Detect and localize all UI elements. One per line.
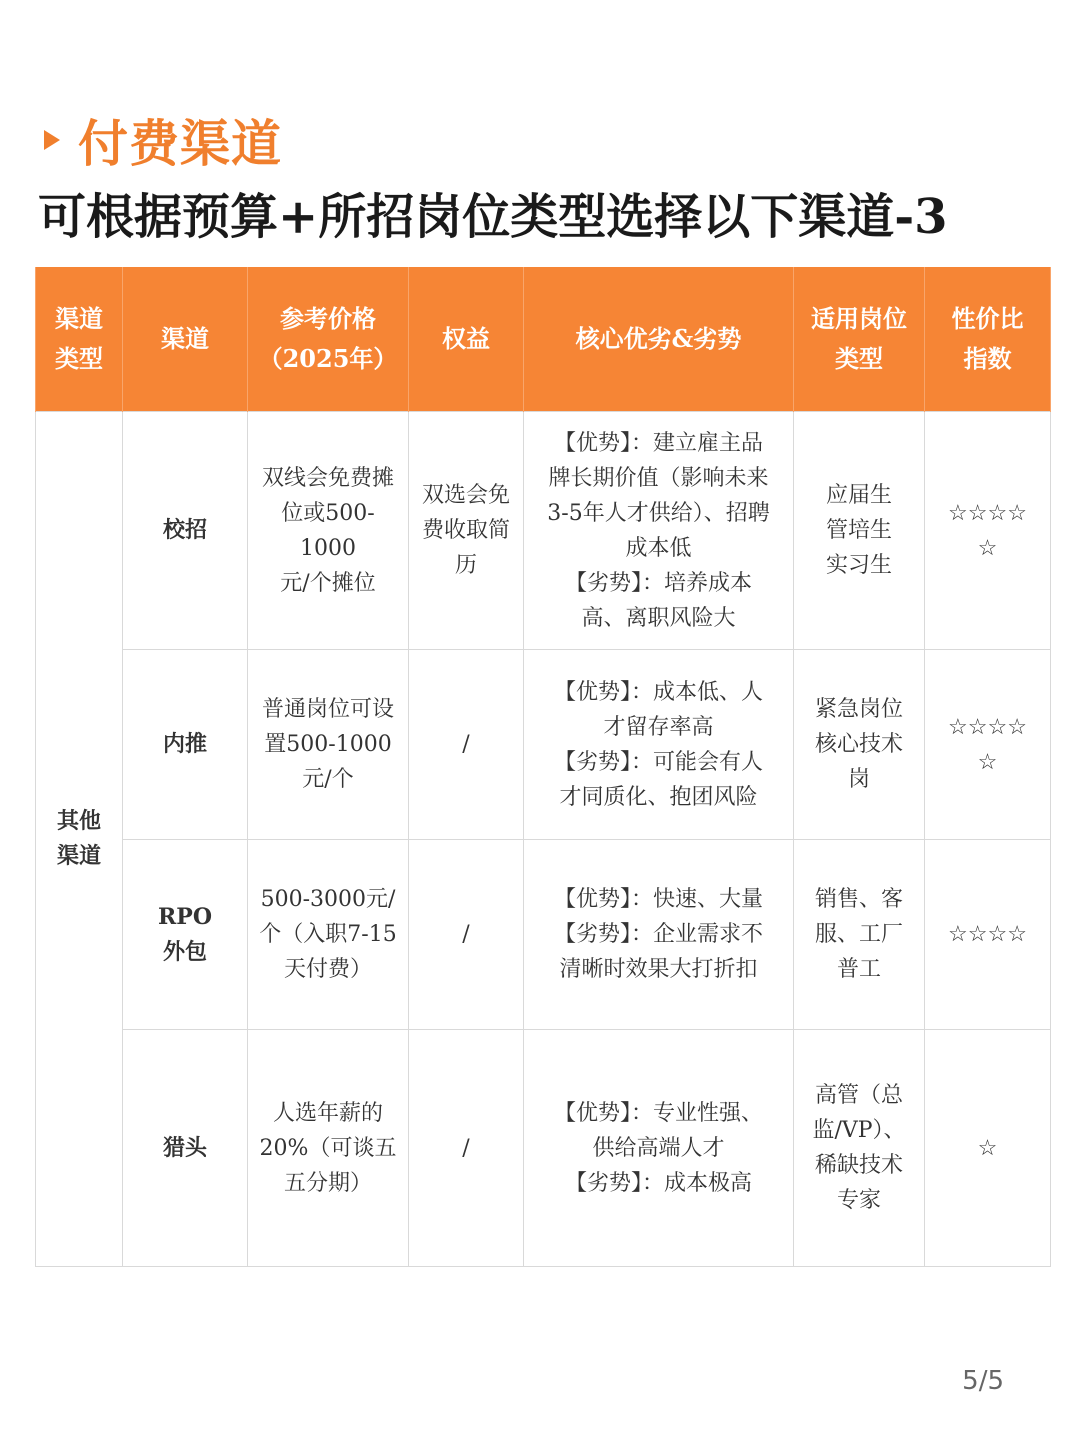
- cell-line: 供给高端人才: [592, 1135, 725, 1161]
- cell-line: 五分期）: [283, 1170, 372, 1196]
- cell-line: 牌长期价值（影响未来: [548, 465, 769, 491]
- table-header-row: [36, 267, 1051, 412]
- header-channel-type: [36, 267, 123, 412]
- rights-cell: [409, 650, 524, 840]
- cell-line: 核心技术: [814, 732, 903, 757]
- table-row: [36, 412, 1051, 650]
- cell-line: 个（入职7-15: [259, 922, 397, 947]
- cell-line: 校招: [162, 517, 207, 543]
- pros-cons-cell: [524, 1030, 794, 1267]
- pros-cons-cell: [524, 650, 794, 840]
- cell-line: 指数: [963, 344, 1012, 373]
- rights-cell: [409, 412, 524, 650]
- pros-cons-cell: [524, 840, 794, 1030]
- cell-line: 【优势】：专业性强、: [553, 1100, 763, 1126]
- channel-type-cell: [36, 412, 123, 1267]
- cell-line: 猎头: [162, 1134, 207, 1161]
- cell-line: 【劣势】：培养成本: [564, 570, 752, 596]
- cell-line: 专家: [836, 1188, 881, 1213]
- cell-line: 3-5年人才供给）、招聘: [547, 500, 770, 526]
- cell-line: 渠道: [56, 843, 101, 869]
- triangle-icon: [44, 130, 60, 150]
- table-row: [36, 1030, 1051, 1267]
- cell-line: 紧急岗位: [814, 697, 903, 722]
- cell-line: 成本低: [625, 535, 692, 561]
- cell-line: 监/VP）、: [812, 1118, 906, 1143]
- cell-line: 双线会免费摊: [261, 465, 394, 491]
- cell-line: 适用岗位: [811, 304, 907, 333]
- cell-line: 稀缺技术: [814, 1153, 903, 1178]
- header-positions: [794, 267, 925, 412]
- cell-line: ☆: [977, 535, 998, 561]
- cell-line: 管培生: [825, 518, 892, 543]
- section-heading: [44, 104, 282, 176]
- rating-cell: [925, 840, 1051, 1030]
- cell-line: （2025年）: [258, 344, 398, 373]
- section-title: 付费渠道: [78, 114, 282, 173]
- cell-line: 其他: [56, 808, 101, 834]
- cell-line: ☆☆☆☆: [948, 922, 1027, 947]
- price-cell: [248, 650, 409, 840]
- cell-line: 应届生: [825, 483, 892, 508]
- cell-line: 双选会免: [421, 483, 510, 508]
- cell-line: 普工: [836, 957, 881, 982]
- header-price: [248, 267, 409, 412]
- cell-line: /: [462, 922, 470, 947]
- page-subtitle: 可根据预算+所招岗位类型选择以下渠道-3: [38, 189, 948, 245]
- table-row: [36, 650, 1051, 840]
- header-channel: [123, 267, 248, 412]
- cell-line: 【劣势】：企业需求不: [553, 922, 763, 947]
- rating-cell: [925, 650, 1051, 840]
- cell-line: ☆☆☆☆: [948, 500, 1027, 526]
- rights-cell: [409, 1030, 524, 1267]
- cell-line: 位或500-1000: [281, 500, 375, 561]
- channel-name-cell: [123, 650, 248, 840]
- cell-line: 岗: [847, 767, 870, 792]
- cell-line: /: [462, 1135, 470, 1161]
- cell-line: /: [462, 732, 470, 757]
- cell-line: 参考价格: [280, 304, 376, 333]
- cell-line: 清晰时效果大打折扣: [559, 957, 758, 982]
- cell-line: 20%（可谈五: [259, 1135, 397, 1161]
- cell-line: 天付费）: [283, 957, 372, 982]
- cell-line: 性价比: [951, 304, 1024, 333]
- cell-line: 才同质化、抱团风险: [559, 784, 758, 810]
- cell-line: 服、工厂: [814, 922, 903, 947]
- cell-line: 【优势】：成本低、人: [553, 679, 763, 705]
- rating-cell: [925, 412, 1051, 650]
- page-number: 5/5: [962, 1366, 1004, 1396]
- positions-cell: [794, 650, 925, 840]
- cell-line: 500-3000元/: [260, 887, 396, 912]
- cell-line: ☆☆☆☆: [948, 714, 1027, 740]
- cell-line: RPO: [158, 903, 212, 930]
- cell-line: 人选年薪的: [272, 1100, 383, 1126]
- price-cell: [248, 840, 409, 1030]
- cell-line: 【优势】：快速、大量: [553, 887, 763, 912]
- cell-line: 内推: [162, 731, 207, 757]
- positions-cell: [794, 412, 925, 650]
- channel-name-cell: [123, 1030, 248, 1267]
- cell-line: 普通岗位可设: [261, 697, 394, 722]
- table-row: [36, 840, 1051, 1030]
- rights-cell: [409, 840, 524, 1030]
- cell-line: 核心优劣&劣势: [575, 324, 742, 353]
- cell-line: 【劣势】：可能会有人: [553, 749, 763, 775]
- cell-line: 元/个摊位: [280, 570, 376, 596]
- header-rights: [409, 267, 524, 412]
- channels-table: [35, 267, 1051, 1267]
- positions-cell: [794, 840, 925, 1030]
- cell-line: 销售、客: [814, 887, 903, 912]
- cell-line: 历: [454, 553, 477, 578]
- header-rating: [925, 267, 1051, 412]
- cell-line: 权益: [442, 324, 490, 353]
- cell-line: ☆: [977, 749, 998, 775]
- channel-name-cell: [123, 840, 248, 1030]
- cell-line: 高、离职风险大: [581, 605, 736, 631]
- rating-cell: [925, 1030, 1051, 1267]
- cell-line: 外包: [162, 938, 207, 965]
- pros-cons-cell: [524, 412, 794, 650]
- price-cell: [248, 1030, 409, 1267]
- positions-cell: [794, 1030, 925, 1267]
- cell-line: 置500-1000: [264, 732, 392, 757]
- cell-line: 费收取简: [421, 518, 510, 543]
- cell-line: 类型: [55, 344, 103, 373]
- cell-line: 才留存率高: [603, 714, 714, 740]
- cell-line: 【优势】：建立雇主品: [553, 430, 763, 456]
- header-pros-cons: [524, 267, 794, 412]
- cell-line: ☆: [977, 1135, 998, 1161]
- cell-line: 【劣势】：成本极高: [564, 1170, 752, 1196]
- cell-line: 实习生: [825, 553, 892, 578]
- price-cell: [248, 412, 409, 650]
- cell-line: 高管（总: [814, 1083, 903, 1108]
- cell-line: 渠道: [55, 304, 103, 333]
- cell-line: 元/个: [302, 767, 354, 792]
- cell-line: 渠道: [161, 324, 209, 353]
- cell-line: 类型: [835, 344, 883, 373]
- channel-name-cell: [123, 412, 248, 650]
